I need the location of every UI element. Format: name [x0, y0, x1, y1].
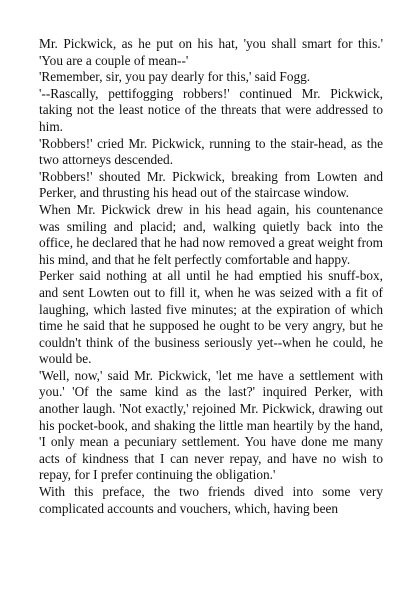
paragraph-1: Mr. Pickwick, as he put on his hat, 'you shall smart for this.' 'You are a couple of mean--': [39, 36, 383, 68]
paragraph-2: 'Remember, sir, you pay dearly for this,' said Fogg.: [39, 69, 311, 85]
paragraph-9: With this preface, the two friends dived into some very complicated accounts and vouchers, which, having been: [39, 484, 383, 516]
paragraph-4: 'Robbers!' cried Mr. Pickwick, running to the stair-head, as the two attorneys descended.: [39, 135, 383, 168]
paragraph-7: Perker said nothing at all until he had emptied his snuff-box, and sent Lowten out to fill it, when he was seized with a fit of laughing, which lasted five minutes; at the expiration of which time he said that he supposed he ought to be very angry, but he couldn't think of the business seriously yet--when he could, he would be.: [39, 268, 383, 367]
paragraph-3: '--Rascally, pettifogging robbers!' continued Mr. Pickwick, taking not the least notice of the threats that were addressed to him.: [39, 85, 383, 134]
document-page: [39, 36, 383, 517]
paragraph-8: 'Well, now,' said Mr. Pickwick, 'let me have a settlement with you.' 'Of the same kind as the last?' inquired Perker, with another laugh. 'Not exactly,' rejoined Mr. Pickwick, drawing out his pocket-book, and shaking the little man heartily by the hand, 'I only mean a pecuniary settlement. You have done me many acts of kindness that I can never repay, and have no wish to repay, for I prefer continuing the obligation.': [39, 367, 383, 483]
paragraph-6: When Mr. Pickwick drew in his head again, his countenance was smiling and placid; and, walking quietly back into the office, he declared that he had now removed a great weight from his mind, and that he felt perfectly comfortable and happy.: [39, 201, 383, 267]
paragraph-5: 'Robbers!' shouted Mr. Pickwick, breaking from Lowten and Perker, and thrusting his head out of the staircase window.: [39, 168, 383, 201]
